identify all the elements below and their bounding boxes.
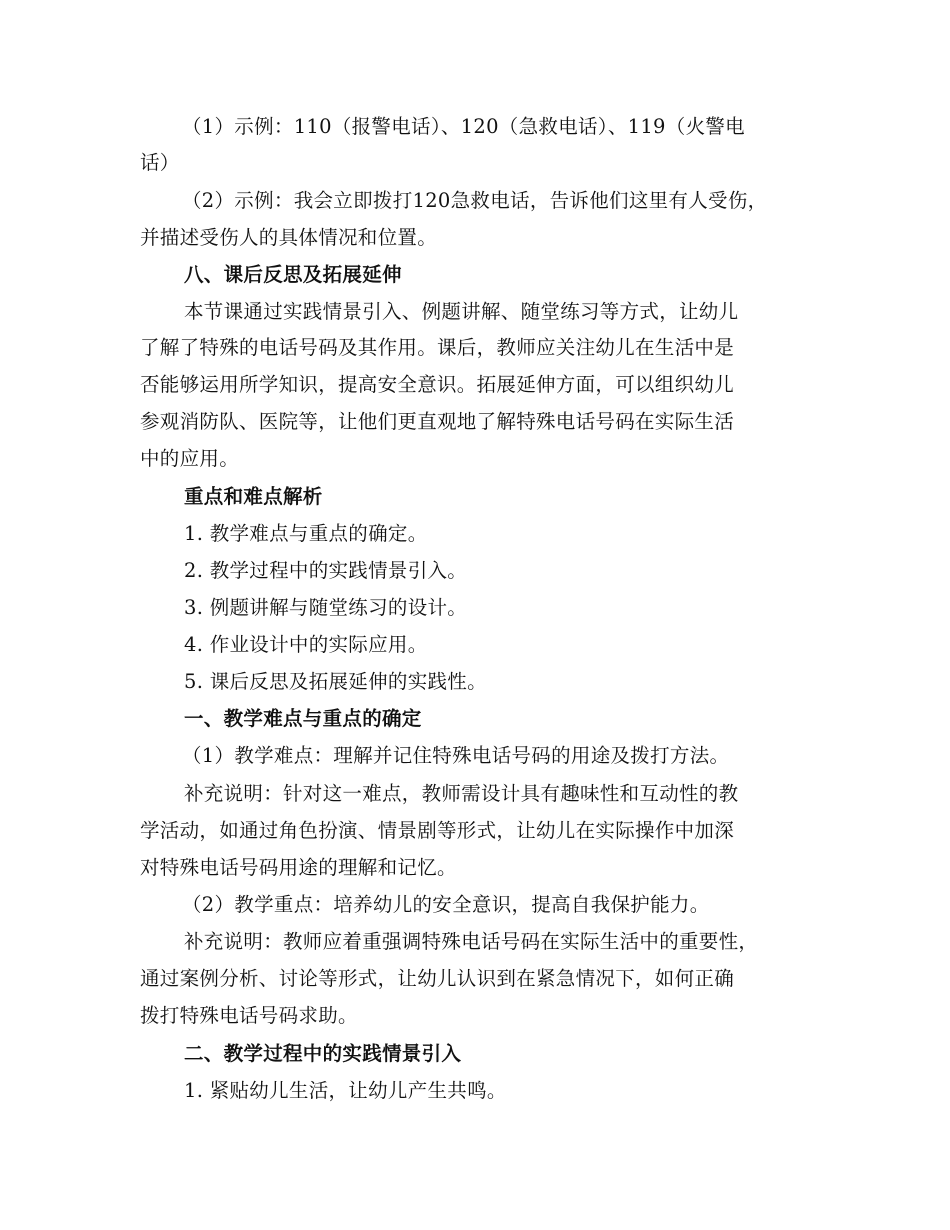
paragraph-line: 参观消防队、医院等，让他们更直观地了解特殊电话号码在实际生活	[140, 410, 735, 433]
paragraph-line: 拨打特殊电话号码求助。	[140, 1004, 358, 1027]
section-heading-8: 八、课后反思及拓展延伸	[184, 263, 402, 286]
paragraph-line: 了解了特殊的电话号码及其作用。课后，教师应关注幼儿在生活中是	[140, 336, 735, 359]
paragraph-line: 学活动，如通过角色扮演、情景剧等形式，让幼儿在实际操作中加深	[140, 819, 735, 842]
list-item: 5. 课后反思及拓展延伸的实践性。	[184, 670, 487, 693]
list-item: 1. 紧贴幼儿生活，让幼儿产生共鸣。	[184, 1079, 507, 1102]
section-heading-key-points: 重点和难点解析	[184, 485, 323, 508]
section-heading-1: 一、教学难点与重点的确定	[184, 707, 422, 730]
paragraph-line: （2）教学重点：培养幼儿的安全意识，提高自我保护能力。	[182, 893, 710, 916]
section-heading-2: 二、教学过程中的实践情景引入	[184, 1042, 462, 1065]
example-line-1-continued: 话）	[140, 151, 180, 174]
paragraph-line: 对特殊电话号码用途的理解和记忆。	[140, 856, 457, 879]
paragraph-line: 补充说明：针对这一难点，教师需设计具有趣味性和互动性的教	[184, 782, 739, 805]
paragraph-line: 否能够运用所学知识，提高安全意识。拓展延伸方面，可以组织幼儿	[140, 373, 735, 396]
paragraph-line: 通过案例分析、讨论等形式，让幼儿认识到在紧急情况下，如何正确	[140, 967, 735, 990]
paragraph-line: 补充说明：教师应着重强调特殊电话号码在实际生活中的重要性，	[184, 930, 759, 953]
example-line-1: （1）示例：110（报警电话）、120（急救电话）、119（火警电	[182, 115, 745, 138]
list-item: 3. 例题讲解与随堂练习的设计。	[184, 596, 468, 619]
list-item: 4. 作业设计中的实际应用。	[184, 633, 428, 656]
paragraph-line: 本节课通过实践情景引入、例题讲解、随堂练习等方式，让幼儿	[184, 300, 739, 323]
paragraph-line: 中的应用。	[140, 447, 240, 470]
example-line-2-continued: 并描述受伤人的具体情况和位置。	[140, 226, 438, 249]
list-item: 2. 教学过程中的实践情景引入。	[184, 559, 468, 582]
list-item: 1. 教学难点与重点的确定。	[184, 522, 428, 545]
example-line-2: （2）示例：我会立即拨打120急救电话，告诉他们这里有人受伤，	[182, 189, 768, 212]
paragraph-line: （1）教学难点：理解并记住特殊电话号码的用途及拨打方法。	[182, 744, 730, 767]
